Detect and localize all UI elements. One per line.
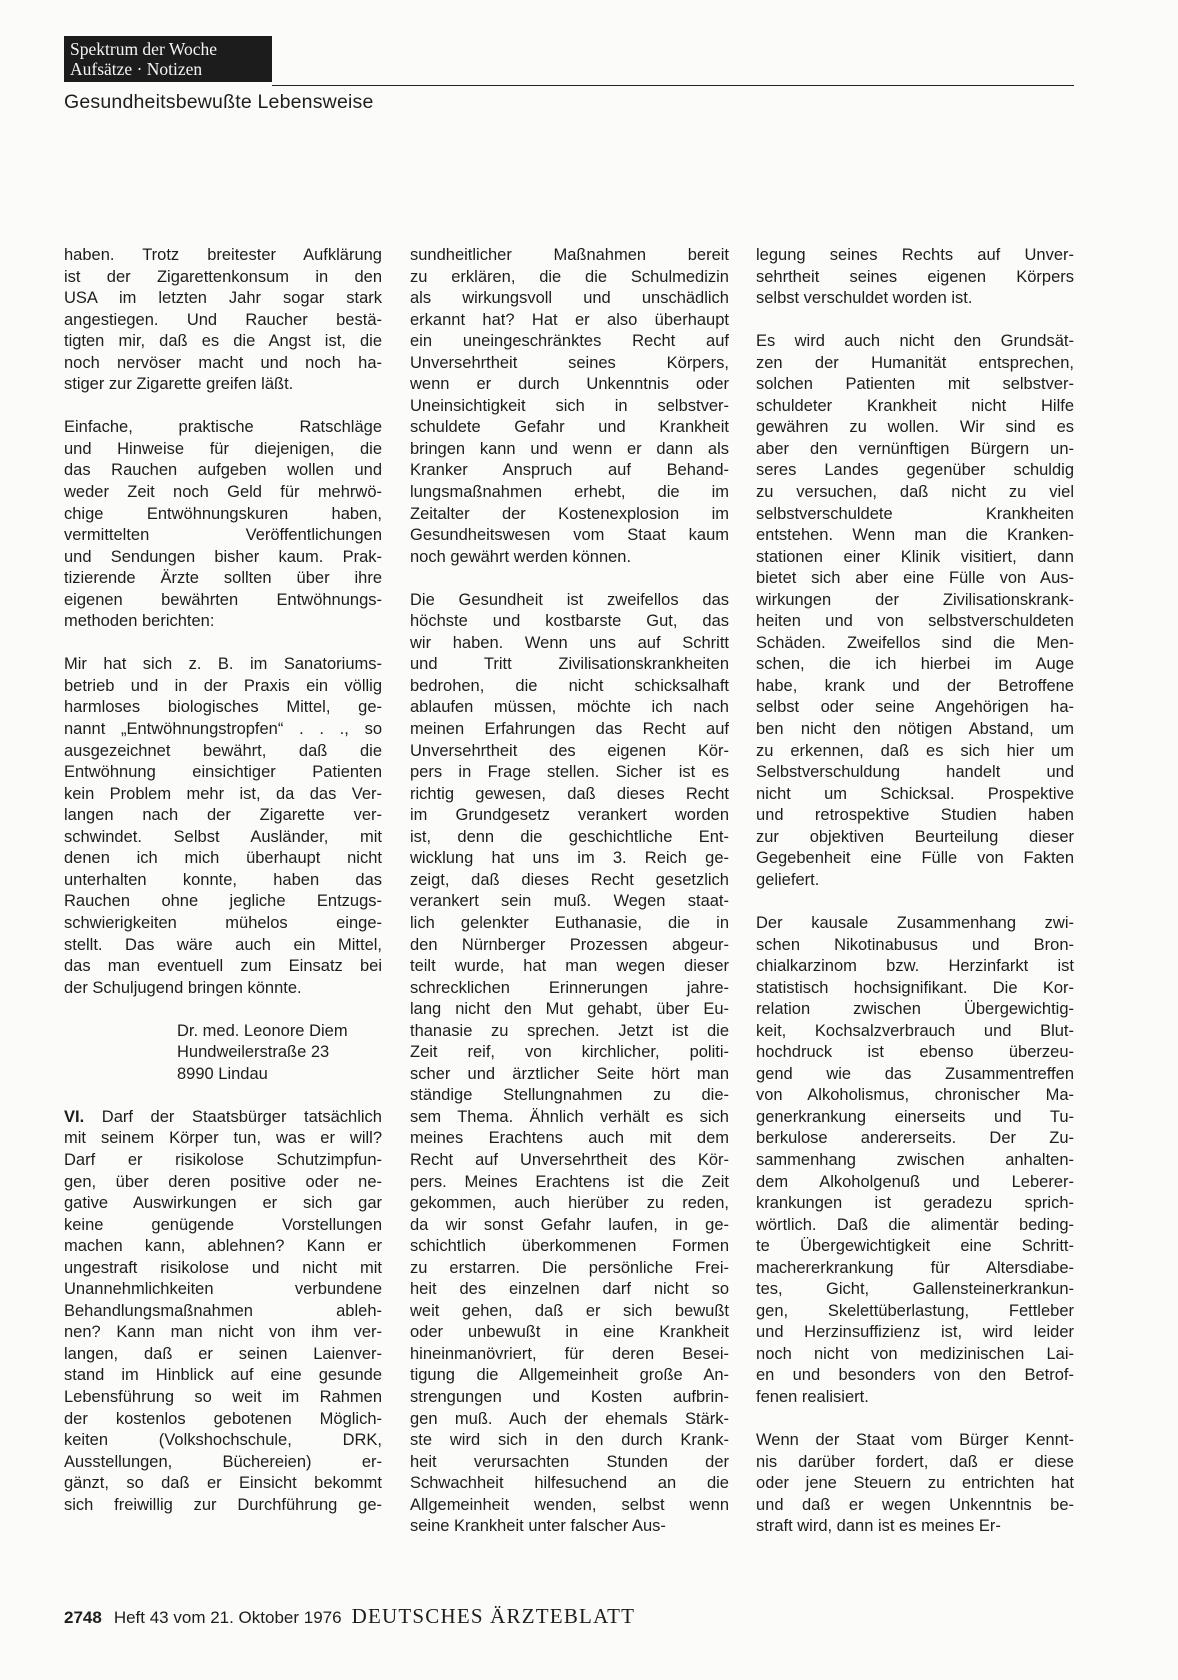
text-line: Einfache, praktische Ratschläge [64, 418, 382, 437]
text-line: generkrankung einerseits und Tu- [756, 1107, 1074, 1126]
paragraph [410, 245, 729, 568]
text-column-1 [64, 245, 382, 1538]
text-line: zen der Humanität entsprechen, [756, 353, 1074, 372]
text-line: ste wird sich in den durch Krank- [410, 1431, 729, 1450]
text-line: Lebensführung so weit im Rahmen [64, 1387, 382, 1406]
section-number: VI. [64, 1107, 85, 1126]
text-line: pers in Frage stellen. Sicher ist es [410, 763, 729, 782]
text-line: stand im Hinblick auf eine gesunde [64, 1366, 382, 1385]
text-line: gewähren zu wollen. Wir sind es [756, 418, 1074, 437]
text-line: gen muß. Auch der ehemals Stärk- [410, 1409, 729, 1428]
text-line: Rauchen ohne jegliche Entzugs- [64, 892, 382, 911]
text-line: ständige Stellungnahmen zu die- [410, 1086, 729, 1105]
text-line: Der kausale Zusammenhang zwi- [756, 913, 1074, 932]
text-line: mit seinem Körper tun, was er will? [64, 1129, 382, 1148]
text-line: haben. Trotz breitester Aufklärung [64, 246, 382, 264]
text-line: lang nicht den Mut gehabt, über Eu- [410, 1000, 729, 1019]
text-line: wenn er durch Unkenntnis oder [410, 375, 729, 394]
text-line: Entwöhnung einsichtiger Patienten [64, 763, 382, 782]
paragraph [64, 245, 382, 396]
text-line: sich freiwillig zur Durchführung ge- [64, 1495, 382, 1514]
text-line: Zeitalter der Kostenexplosion im [410, 504, 729, 523]
text-line: als wirkungsvoll und unschädlich [410, 289, 729, 308]
text-line: tes, Gicht, Gallensteinerkrankun- [756, 1280, 1074, 1299]
text-line: das Rauchen aufgeben wollen und [64, 461, 382, 480]
text-line: sundheitlicher Maßnahmen bereit [410, 246, 729, 264]
text-line: gen, über deren positive oder ne- [64, 1172, 382, 1191]
text-line: wirkungen der Zivilisationskrank- [756, 590, 1074, 609]
text-column-2 [410, 245, 729, 1559]
text-line: zu erkennen, daß es sich hier um [756, 741, 1074, 760]
text-line: chige Entwöhnungskuren haben, [64, 504, 382, 523]
paragraph [756, 913, 1074, 1409]
text-line: ablaufen müssen, möchte ich nach [410, 698, 729, 717]
text-line: höchste und kostbarste Gut, das [410, 612, 729, 631]
paragraph [64, 654, 382, 999]
text-line: USA im letzten Jahr sogar stark [64, 289, 382, 308]
text-line: methoden berichten: [64, 612, 215, 631]
text-line: keiten (Volkshochschule, DRK, [64, 1431, 382, 1450]
text-line: hineinmanövriert, für deren Besei- [410, 1344, 729, 1363]
text-line: schen Nikotinabusus und Bron- [756, 935, 1074, 954]
text-line: erkannt hat? Hat er also überhaupt [410, 310, 729, 329]
text-line: Schäden. Zweifellos sind die Men- [756, 633, 1074, 652]
text-line: Zeit reif, von kirchlicher, politi- [410, 1043, 729, 1062]
text-line: zeigt, daß dieses Recht gesetzlich [410, 870, 729, 889]
text-line: ist der Zigarettenkonsum in den [64, 267, 382, 286]
text-line: zur objektiven Beurteilung dieser [756, 827, 1074, 846]
text-line: dem Alkoholgenuß und Leberer- [756, 1172, 1074, 1191]
text-line: oder jene Steuern zu entrichten hat [756, 1474, 1074, 1493]
author-signature [64, 1021, 382, 1086]
text-line: Gegebenheit eine Fülle von Fakten [756, 849, 1074, 868]
text-line: Mir hat sich z. B. im Sanatoriums- [64, 655, 382, 674]
text-line: und Sendungen bisher kaum. Prak- [64, 547, 382, 566]
text-line: Behandlungsmaßnahmen ableh- [64, 1301, 382, 1320]
text-line: angestiegen. Und Raucher bestä- [64, 310, 382, 329]
text-line: Schwachheit hilfesuchend an die [410, 1474, 729, 1493]
text-line: geliefert. [756, 870, 820, 889]
signature-line: Dr. med. Leonore Diem [177, 1021, 348, 1040]
text-line: gänzt, so daß er Einsicht bekommt [64, 1474, 382, 1493]
text-line: Selbstverschuldung handelt und [756, 763, 1074, 782]
text-line: bietet sich aber eine Fülle von Aus- [756, 569, 1074, 588]
page-number: 2748 [64, 1608, 102, 1627]
text-line: nen? Kann man nicht von ihm ver- [64, 1323, 382, 1342]
text-line [64, 1107, 382, 1129]
text-line: unterhalten konnte, haben das [64, 870, 382, 889]
text-line: Ausstellungen, Büchereien) er- [64, 1452, 382, 1471]
text-line: seine Krankheit unter falscher Aus- [410, 1517, 666, 1536]
text-line: nannt „Entwöhnungstropfen“ . . ., so [64, 720, 382, 739]
section-first-line: Darf der Staatsbürger tatsächlich [84, 1107, 382, 1126]
text-line: keine genügende Vorstellungen [64, 1215, 382, 1234]
text-line: legung seines Rechts auf Unver- [756, 246, 1074, 264]
text-line: aber den vernünftigen Bürgern un- [756, 439, 1074, 458]
text-line: zu erklären, die die Schulmedizin [410, 267, 729, 286]
text-line: nis darüber fordert, daß er diese [756, 1452, 1074, 1471]
text-line: und Hinweise für diejenigen, die [64, 439, 382, 458]
text-column-3 [756, 245, 1074, 1559]
text-line: pers. Meines Erachtens ist die Zeit [410, 1172, 729, 1191]
paragraph [756, 1430, 1074, 1538]
text-line: weit gehen, daß er sich bewußt [410, 1301, 729, 1320]
text-line: Uneinsichtigkeit sich in selbstver- [410, 396, 729, 415]
text-line: seres Landes gegenüber schuldig [756, 461, 1074, 480]
text-line: schwindet. Selbst Ausländer, mit [64, 827, 382, 846]
text-line: sammenhang zwischen anhalten- [756, 1150, 1074, 1169]
text-line: Unversehrtheit seines Körpers, [410, 353, 729, 372]
text-line: gend wie das Zusammentreffen [756, 1064, 1074, 1083]
text-line: selbstverschuldete Krankheiten [756, 504, 1074, 523]
text-line: solchen Patienten mit selbstver- [756, 375, 1074, 394]
text-line: verankert sein muß. Wegen staat- [410, 892, 729, 911]
text-line: und daß er wegen Unkenntnis be- [756, 1495, 1074, 1514]
text-line: entstehen. Wenn man die Kranken- [756, 526, 1074, 545]
text-line: Recht auf Unversehrtheit des Kör- [410, 1150, 729, 1169]
text-line: kein Problem mehr ist, da das Ver- [64, 784, 382, 803]
signature-line: 8990 Lindau [177, 1064, 268, 1083]
paragraph [756, 331, 1074, 891]
text-line: relation zwischen Übergewichtig- [756, 1000, 1074, 1019]
text-line: und Herzinsuffizienz ist, wird leider [756, 1323, 1074, 1342]
text-line: krankungen ist geradezu sprich- [756, 1194, 1074, 1213]
paragraph [64, 417, 382, 632]
text-line: heiten und von selbstverschuldeten [756, 612, 1074, 631]
text-line: teilt wurde, hat man wegen dieser [410, 957, 729, 976]
text-line: wicklung hat uns im 3. Reich ge- [410, 849, 729, 868]
text-line: der Schuljugend bringen könnte. [64, 978, 302, 997]
paragraph [756, 245, 1074, 310]
text-line: stiger zur Zigarette greifen läßt. [64, 375, 294, 394]
signature-line: Hundweilerstraße 23 [177, 1043, 330, 1062]
text-line: straft wird, dann ist es meines Er- [756, 1517, 1001, 1536]
text-line: te Übergewichtigkeit eine Schritt- [756, 1237, 1074, 1256]
text-line: langen nach der Zigarette ver- [64, 806, 382, 825]
section-label-line1: Spektrum der Woche [70, 39, 217, 59]
page-footer [64, 1604, 635, 1629]
text-line: meinen Erfahrungen das Recht auf [410, 720, 729, 739]
text-line: gative Auswirkungen er sich gar [64, 1194, 382, 1213]
text-line: den Nürnberger Prozessen abgeur- [410, 935, 729, 954]
text-line: hochdruck ist ebenso überzeu- [756, 1043, 1074, 1062]
text-line: Darf er risikolose Schutzimpfun- [64, 1150, 382, 1169]
paragraph [410, 590, 729, 1538]
text-line: lungsmaßnahmen erhebt, die im [410, 483, 729, 502]
text-line: thanasie zu sprechen. Jetzt ist die [410, 1021, 729, 1040]
text-line: schichtlich überkommenen Formen [410, 1237, 729, 1256]
text-line: berkulose andererseits. Der Zu- [756, 1129, 1074, 1148]
text-line: lich gelenkter Euthanasie, die in [410, 913, 729, 932]
text-line: gen, Skelettüberlastung, Fettleber [756, 1301, 1074, 1320]
text-line: chialkarzinom bzw. Herzinfarkt ist [756, 957, 1074, 976]
text-line: ausgezeichnet bewährt, daß die [64, 741, 382, 760]
text-line: machen kann, ablehnen? Kann er [64, 1237, 382, 1256]
text-line: gekommen, auch hierüber zu reden, [410, 1194, 729, 1213]
text-line: fenen realisiert. [756, 1387, 869, 1406]
text-line: richtig gewesen, daß dieses Recht [410, 784, 729, 803]
header-rule [272, 85, 1074, 86]
text-line: schen, die ich hierbei im Auge [756, 655, 1074, 674]
text-line: noch nervöser macht und noch ha- [64, 353, 382, 372]
text-line: tigung die Allgemeinheit große An- [410, 1366, 729, 1385]
text-line: weder Zeit noch Geld für mehrwö- [64, 483, 382, 502]
text-line: strengungen und Kosten aufbrin- [410, 1387, 729, 1406]
text-line: Unannehmlichkeiten verbundene [64, 1280, 382, 1299]
text-line: nicht um Schicksal. Prospektive [756, 784, 1074, 803]
text-line: zu versuchen, daß nicht zu viel [756, 483, 1074, 502]
text-line: oder unbewußt in eine Krankheit [410, 1323, 729, 1342]
text-line: Allgemeinheit wenden, selbst wenn [410, 1495, 729, 1514]
text-line: noch nicht von medizinischen Lai- [756, 1344, 1074, 1363]
text-line: sehrtheit seines eigenen Körpers [756, 267, 1074, 286]
text-line: da wir sonst Gefahr laufen, in ge- [410, 1215, 729, 1234]
text-line: Wenn der Staat vom Bürger Kennt- [756, 1431, 1074, 1450]
section-label-line2: Aufsätze · Notizen [70, 59, 203, 79]
text-line: bringen kann und wenn er dann als [410, 439, 729, 458]
text-line: und Tritt Zivilisationskrankheiten [410, 655, 729, 674]
text-line: bedrohen, die nicht schicksalhaft [410, 676, 729, 695]
section-label-box [64, 36, 272, 82]
text-line: stellt. Das wäre auch ein Mittel, [64, 935, 382, 954]
text-line: meines Erachtens auch mit dem [410, 1129, 729, 1148]
text-line: wörtlich. Daß die alimentär beding- [756, 1215, 1074, 1234]
text-line: betrieb und in der Praxis ein völlig [64, 676, 382, 695]
text-line: stationen einer Klinik visitiert, dann [756, 547, 1074, 566]
section-paragraph [64, 1107, 382, 1516]
text-line: en und besonders von den Betrof- [756, 1366, 1074, 1385]
issue-info: Heft 43 vom 21. Oktober 1976 [113, 1608, 342, 1627]
text-line: habe, krank und der Betroffene [756, 676, 1074, 695]
text-line: Die Gesundheit ist zweifellos das [410, 590, 729, 609]
text-line: tizierende Ärzte sollten über ihre [64, 569, 382, 588]
text-line: ungestraft risikolose und nicht mit [64, 1258, 382, 1277]
text-line: heit verursachten Stunden der [410, 1452, 729, 1471]
text-line: und retrospektive Studien haben [756, 806, 1074, 825]
text-line: zu erstarren. Die persönliche Frei- [410, 1258, 729, 1277]
magazine-title: DEUTSCHES ÄRZTEBLATT [351, 1604, 636, 1628]
text-line: noch gewährt werden können. [410, 547, 632, 566]
text-line: Kranker Anspruch auf Behand- [410, 461, 729, 480]
text-line: im Grundgesetz verankert worden [410, 806, 729, 825]
text-line: machererkrankung für Altersdiabe- [756, 1258, 1074, 1277]
text-line: scher und ärztlicher Seite hört man [410, 1064, 729, 1083]
text-line: eigenen bewährten Entwöhnungs- [64, 590, 382, 609]
text-line: heit des einzelnen darf nicht so [410, 1280, 729, 1299]
text-line: schuldeter Krankheit nicht Hilfe [756, 396, 1074, 415]
text-line: der kostenlos gebotenen Möglich- [64, 1409, 382, 1428]
text-line: Unversehrtheit des eigenen Kör- [410, 741, 729, 760]
text-line: denen ich mich überhaupt nicht [64, 849, 382, 868]
text-line: das man eventuell zum Einsatz bei [64, 957, 382, 976]
text-line: von Alkoholismus, chronischer Ma- [756, 1086, 1074, 1105]
text-line: schuldete Gefahr und Krankheit [410, 418, 729, 437]
running-title: Gesundheitsbewußte Lebensweise [64, 91, 374, 113]
text-line: schrecklichen Erinnerungen jahre- [410, 978, 729, 997]
text-line: wir haben. Wenn uns auf Schritt [410, 633, 729, 652]
text-line: schwierigkeiten mühelos einge- [64, 913, 382, 932]
text-line: vermittelten Veröffentlichungen [64, 526, 382, 545]
text-line: keit, Kochsalzverbrauch und Blut- [756, 1021, 1074, 1040]
text-line: Es wird auch nicht den Grundsät- [756, 332, 1074, 351]
text-line: ben nicht den nötigen Abstand, um [756, 720, 1074, 739]
text-line: selbst verschuldet worden ist. [756, 289, 973, 308]
text-line: ist, denn die geschichtliche Ent- [410, 827, 729, 846]
text-line: sem Thema. Ähnlich verhält es sich [410, 1107, 729, 1126]
text-line: langen, daß er seinen Laienver- [64, 1344, 382, 1363]
text-line: statistisch hochsignifikant. Die Kor- [756, 978, 1074, 997]
text-line: tigten mir, daß es die Angst ist, die [64, 332, 382, 351]
text-line: Gesundheitswesen vom Staat kaum [410, 526, 729, 545]
text-line: selbst oder seine Angehörigen ha- [756, 698, 1074, 717]
text-line: ein uneingeschränktes Recht auf [410, 332, 729, 351]
text-line: harmloses biologisches Mittel, ge- [64, 698, 382, 717]
